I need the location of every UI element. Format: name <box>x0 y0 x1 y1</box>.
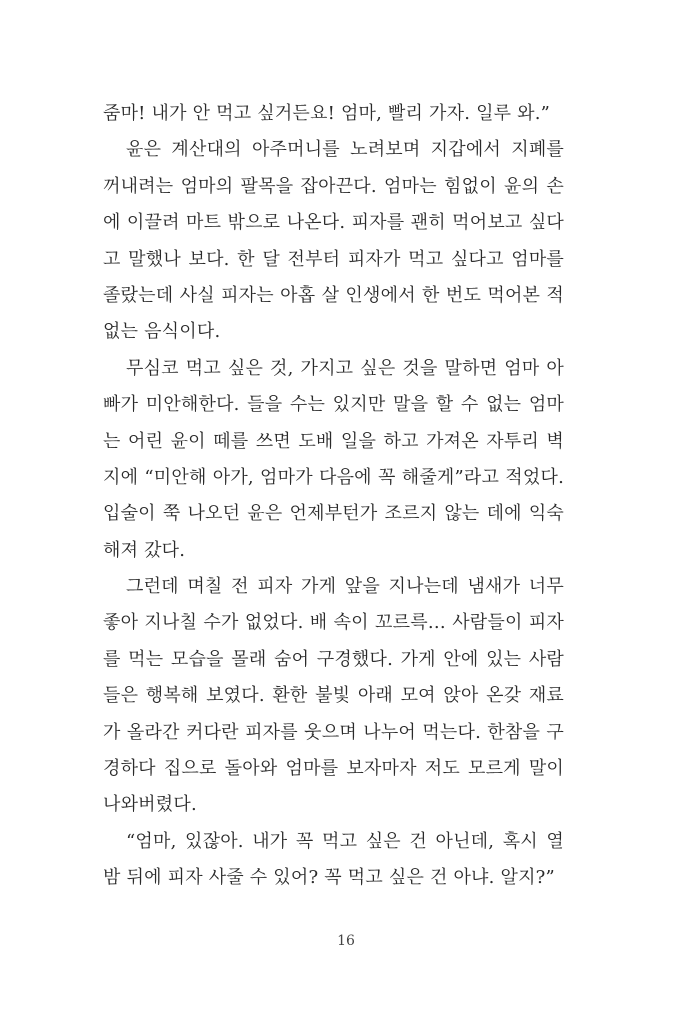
text-line: 꺼내려는 엄마의 팔목을 잡아끈다. 엄마는 힘없이 윤의 손 <box>103 175 564 197</box>
text-line: 무심코 먹고 싶은 것, 가지고 싶은 것을 말하면 엄마 아 <box>126 357 564 379</box>
text-line: 졸랐는데 사실 피자는 아홉 살 인생에서 한 번도 먹어본 적 <box>103 284 564 306</box>
text-line: 빠가 미안해한다. 들을 수는 있지만 말을 할 수 없는 엄마 <box>103 394 564 416</box>
text-line: 지에 “미안해 아가, 엄마가 다음에 꼭 해줄게”라고 적었다. <box>103 466 564 488</box>
page-number: 16 <box>337 933 355 949</box>
text-line: 없는 음식이다. <box>103 321 221 343</box>
text-line: 에 이끌려 마트 밖으로 나온다. 피자를 괜히 먹어보고 싶다 <box>103 212 564 234</box>
text-line: 좋아 지나칠 수가 없었다. 배 속이 꼬르륵… 사람들이 피자 <box>103 612 564 634</box>
text-line: “엄마, 있잖아. 내가 꼭 먹고 싶은 건 아닌데, 혹시 열 <box>126 830 564 852</box>
text-line: 를 먹는 모습을 몰래 숨어 구경했다. 가게 안에 있는 사람 <box>103 648 564 670</box>
text-line: 경하다 집으로 돌아와 엄마를 보자마자 저도 모르게 말이 <box>103 758 564 780</box>
text-line: 해져 갔다. <box>103 539 186 561</box>
text-line: 윤은 계산대의 아주머니를 노려보며 지갑에서 지폐를 <box>126 139 564 161</box>
text-line: 고 말했나 보다. 한 달 전부터 피자가 먹고 싶다고 엄마를 <box>103 248 564 270</box>
text-line: 는 어린 윤이 떼를 쓰면 도배 일을 하고 가져온 자투리 벽 <box>103 430 564 452</box>
body-text <box>103 96 564 897</box>
text-line: 그런데 며칠 전 피자 가게 앞을 지나는데 냄새가 너무 <box>126 576 564 598</box>
text-line: 가 올라간 커다란 피자를 웃으며 나누어 먹는다. 한참을 구 <box>103 721 564 743</box>
text-line: 줌마! 내가 안 먹고 싶거든요! 엄마, 빨리 가자. 일루 와.” <box>103 103 551 124</box>
text-line: 들은 행복해 보였다. 환한 불빛 아래 모여 앉아 온갖 재료 <box>103 685 564 707</box>
text-line: 나와버렸다. <box>103 794 197 816</box>
text-line: 밤 뒤에 피자 사줄 수 있어? 꼭 먹고 싶은 건 아냐. 알지?” <box>103 867 555 889</box>
text-line: 입술이 쭉 나오던 윤은 언제부턴가 조르지 않는 데에 익숙 <box>103 503 564 525</box>
